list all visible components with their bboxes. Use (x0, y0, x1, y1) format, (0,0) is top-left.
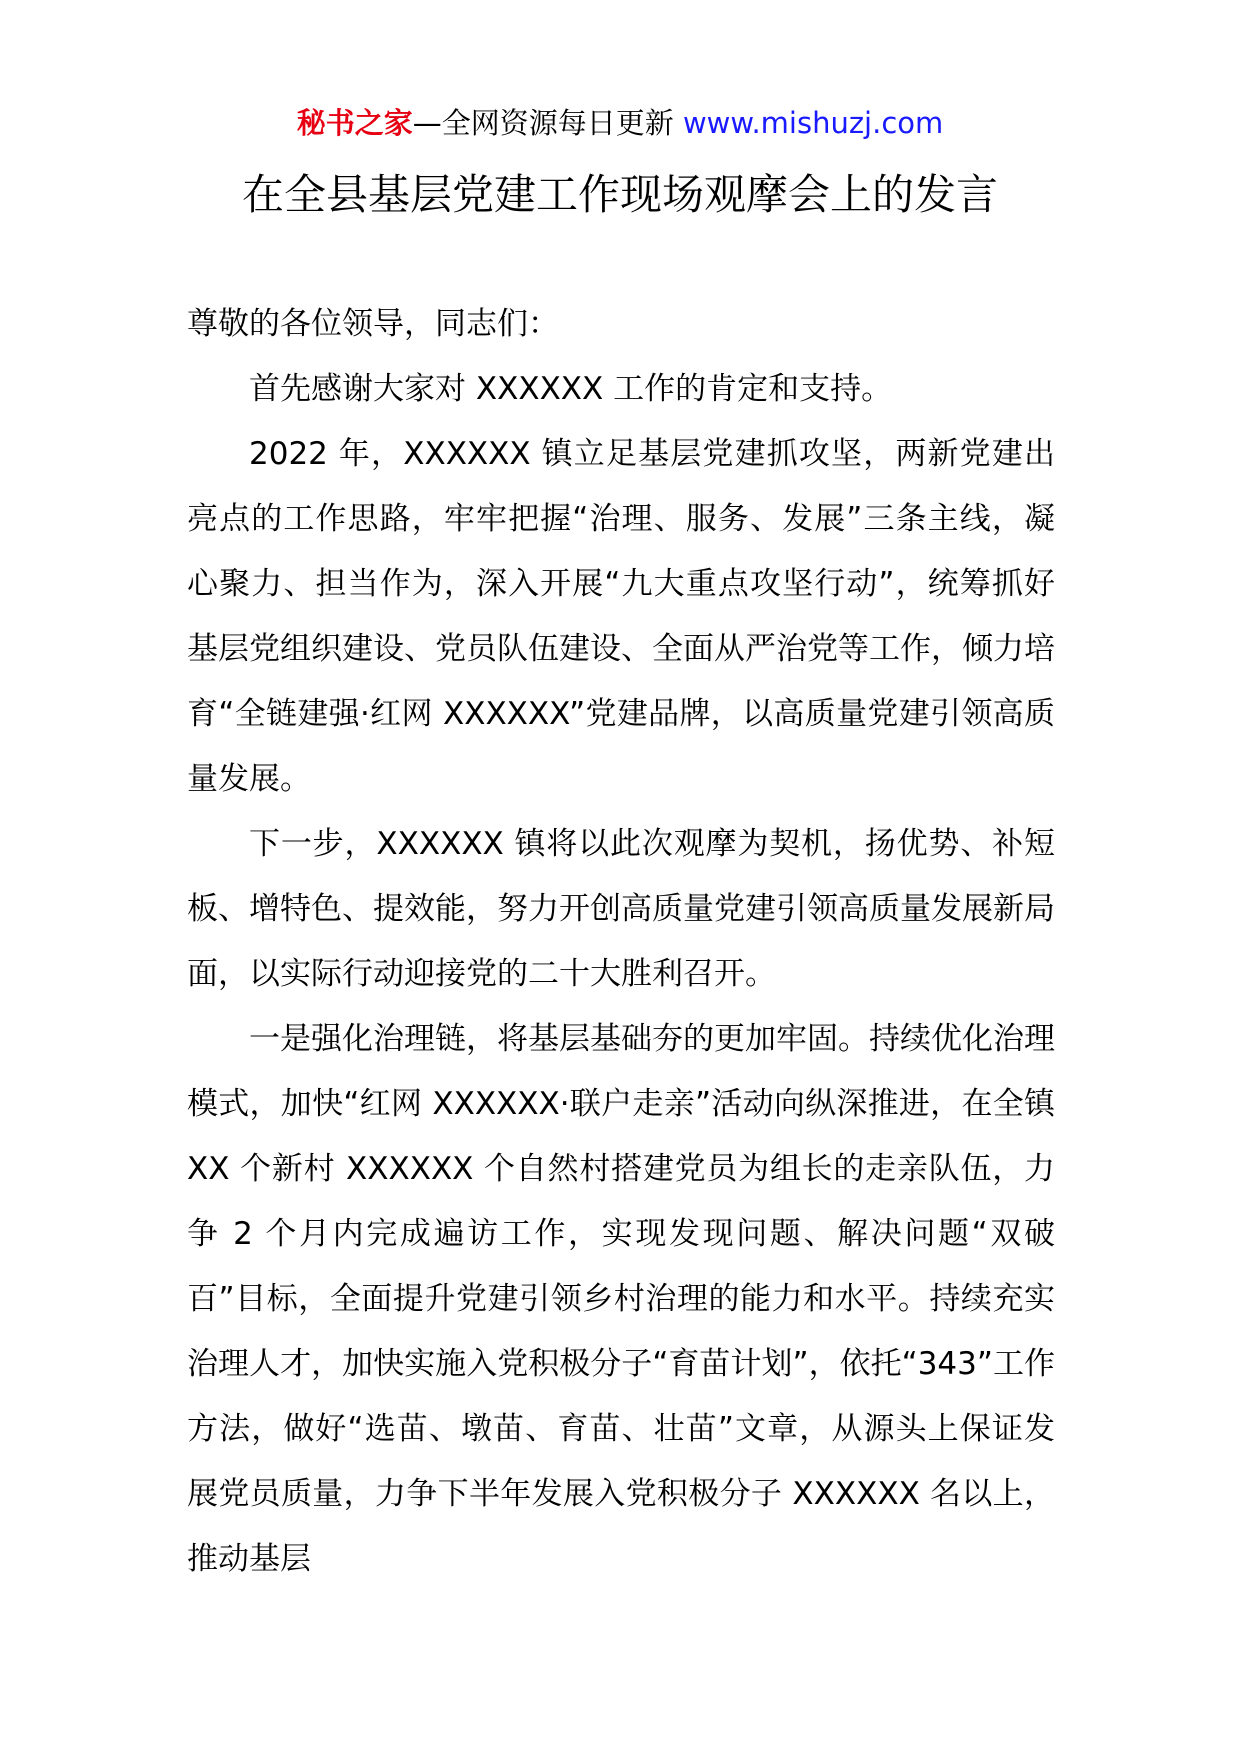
site-header (0, 98, 1240, 148)
header-slogan: —全网资源每日更新 (412, 106, 683, 140)
salutation: 尊敬的各位领导，同志们： (187, 306, 559, 342)
paragraph-2022-summary: 2022 年，XXXXXX 镇立足基层党建抓攻坚，两新党建出亮点的工作思路，牢牢把握“治理、服务、发展”三条主线，凝心聚力、担当作为，深入开展“九大重点攻坚行动”，统筹抓好基层党组织建设、党员队伍建设、全面从严治党等工作，倾力培育“全链建强·红网 XXXXXX”党建品牌，以高质量党建引领高质量发展。 (187, 436, 1055, 797)
document-title: 在全县基层党建工作现场观摩会上的发言 (241, 170, 998, 219)
paragraph-thanks: 首先感谢大家对 XXXXXX 工作的肯定和支持。 (249, 371, 893, 407)
paragraph-governance-chain: 一是强化治理链，将基层基础夯的更加牢固。持续优化治理模式，加快“红网 XXXXXX·联户走亲”活动向纵深推进，在全镇 XX 个新村 XXXXXX 个自然村搭建党员为组长的走亲队伍，力争 2 个月内完成遍访工作，实现发现问题、解决问题“双破百”目标，全面提升党建引领乡村治理的能力和水平。持续充实治理人才，加快实施入党积极分子“育苗计划”，依托“343”工作方法，做好“选苗、墩苗、育苗、壮苗”文章，从源头上保证发展党员质量，力争下半年发展入党积极分子 XXXXXX 名以上，推动基层 (187, 1021, 1055, 1577)
site-url-link[interactable]: www.mishuzj.com (682, 106, 944, 140)
brand-name: 秘书之家 (296, 106, 413, 140)
paragraph-next-steps: 下一步，XXXXXX 镇将以此次观摩为契机，扬优势、补短板、增特色、提效能，努力开创高质量党建引领高质量发展新局面，以实际行动迎接党的二十大胜利召开。 (187, 826, 1055, 992)
document-body (187, 292, 1055, 1592)
